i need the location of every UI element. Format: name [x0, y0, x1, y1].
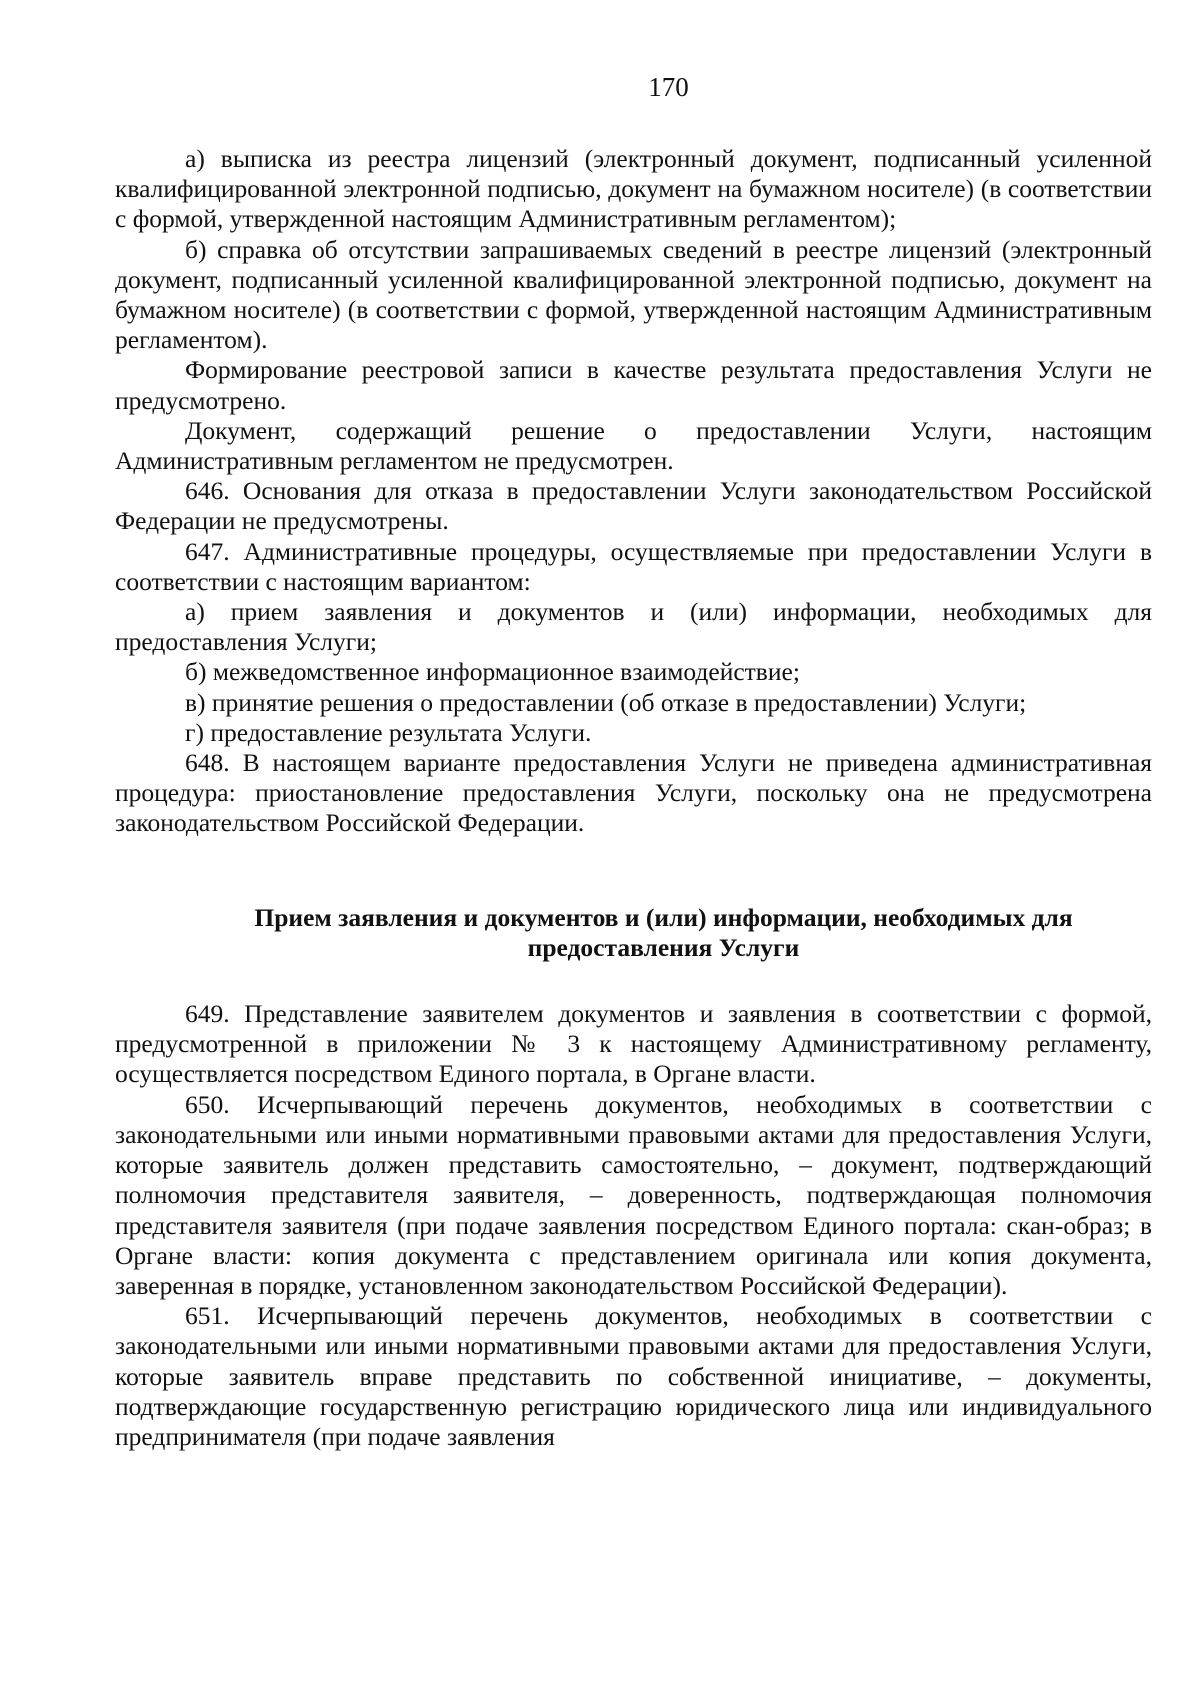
paragraph: 649. Представление заявителем документов и заявления в соответствии с формой, предусмотренной в приложении № 3 к настоящему Административному регламенту, осуществляется посредством Единого портала, в Органе власти.: [115, 999, 1152, 1089]
paragraph: 651. Исчерпывающий перечень документов, необходимых в соответствии с законодательными или иными нормативными правовыми актами для предоставления Услуги, которые заявитель вправе представить по собственной инициативе, – документы, подтверждающие государственную регистрацию юридического лица или индивидуального предпринимателя (при подаче заявления: [115, 1301, 1152, 1451]
section-heading: Прием заявления и документов и (или) информации, необходимых для предоставления Услуги: [254, 902, 1073, 962]
page-number: 170: [648, 72, 689, 102]
paragraph: 646. Основания для отказа в предоставлении Услуги законодательством Российской Федерации не предусмотрены.: [115, 476, 1152, 536]
paragraph: 647. Административные процедуры, осуществляемые при предоставлении Услуги в соответствии с настоящим вариантом:: [115, 536, 1152, 596]
document-body-continued: [115, 999, 1152, 1452]
paragraph: Документ, содержащий решение о предоставлении Услуги, настоящим Административным регламентом не предусмотрен.: [115, 415, 1152, 476]
paragraph: Формирование реестровой записи в качестве результата предоставления Услуги не предусмотрено.: [115, 355, 1152, 415]
paragraph: а) выписка из реестра лицензий (электронный документ, подписанный усиленной квалифицированной электронной подписью, документ на бумажном носителе) (в соответствии с формой, утвержденной настоящим Административным регламентом);: [115, 144, 1152, 234]
paragraph: в) принятие решения о предоставлении (об отказе в предоставлении) Услуги;: [185, 687, 1027, 717]
document-body: [115, 144, 1152, 839]
paragraph: г) предоставление результата Услуги.: [185, 717, 592, 747]
paragraph: 648. В настоящем варианте предоставления Услуги не приведена административная процедура: приостановление предоставления Услуги, поскольку она не предусмотрена законодательством Российской Федерации.: [115, 748, 1152, 838]
paragraph: 650. Исчерпывающий перечень документов, необходимых в соответствии с законодательными или иными нормативными правовыми актами для предоставления Услуги, которые заявитель должен представить самостоятельно, – документ, подтверждающий полномочия представителя заявителя, – доверенность, подтверждающая полномочия представителя заявителя (при подаче заявления посредством Единого портала: скан-образ; в Органе власти: копия документа с представлением оригинала или копия документа, заверенная в порядке, установленном законодательством Российской Федерации).: [115, 1089, 1152, 1300]
paragraph: б) межведомственное информационное взаимодействие;: [185, 657, 800, 687]
paragraph: б) справка об отсутствии запрашиваемых сведений в реестре лицензий (электронный документ, подписанный усиленной квалифицированной электронной подписью, документ на бумажном носителе) (в соответствии с формой, утвержденной настоящим Административным регламентом).: [115, 234, 1152, 355]
paragraph: а) прием заявления и документов и (или) информации, необходимых для предоставления Услуги;: [115, 597, 1152, 657]
